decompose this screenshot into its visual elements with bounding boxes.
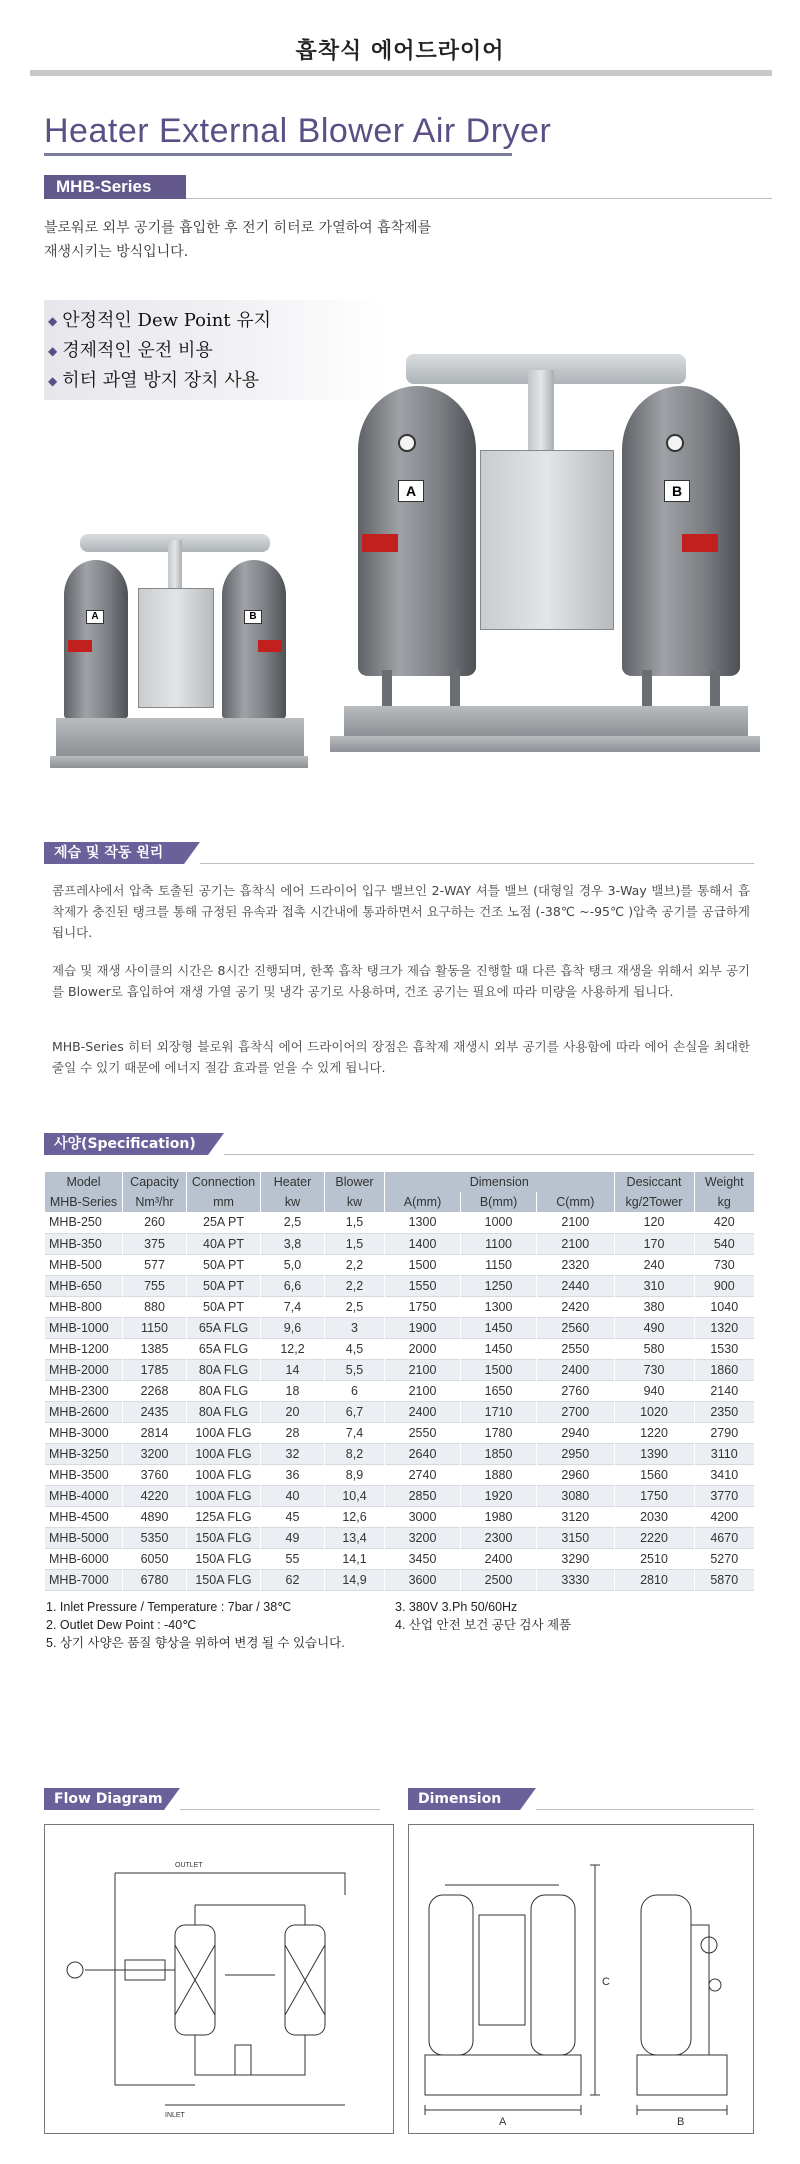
table-row bbox=[45, 1296, 755, 1317]
table-cell: 10,4 bbox=[325, 1485, 385, 1506]
table-cell: 2100 bbox=[537, 1212, 614, 1233]
column-subheader: B(mm) bbox=[461, 1192, 537, 1212]
table-cell: 120 bbox=[614, 1212, 694, 1233]
series-divider bbox=[186, 198, 772, 199]
table-cell: 3,8 bbox=[261, 1233, 325, 1254]
column-header: Capacity bbox=[123, 1172, 187, 1192]
table-cell: 100A FLG bbox=[187, 1422, 261, 1443]
table-cell: 7,4 bbox=[261, 1296, 325, 1317]
small-dryer-image bbox=[50, 530, 310, 780]
table-cell: 2790 bbox=[694, 1422, 754, 1443]
table-cell: 577 bbox=[123, 1254, 187, 1275]
table-cell: 5,5 bbox=[325, 1359, 385, 1380]
tank-a-label: A bbox=[86, 610, 104, 624]
table-cell: 3150 bbox=[537, 1527, 614, 1548]
table-cell: 1100 bbox=[461, 1233, 537, 1254]
column-header: Weight bbox=[694, 1172, 754, 1192]
table-row bbox=[45, 1233, 755, 1254]
table-cell: MHB-4500 bbox=[45, 1506, 123, 1527]
table-cell: 1650 bbox=[461, 1380, 537, 1401]
table-cell: 45 bbox=[261, 1506, 325, 1527]
table-cell: 2,5 bbox=[325, 1296, 385, 1317]
table-cell: MHB-650 bbox=[45, 1275, 123, 1296]
column-subheader: kg bbox=[694, 1192, 754, 1212]
table-cell: 2300 bbox=[461, 1527, 537, 1548]
spec-note: 5. 상기 사양은 품질 향상을 위하여 변경 될 수 있습니다. bbox=[46, 1636, 345, 1650]
tank-b-label: B bbox=[244, 610, 262, 624]
table-cell: MHB-1200 bbox=[45, 1338, 123, 1359]
table-cell: 50A PT bbox=[187, 1296, 261, 1317]
table-cell: 2268 bbox=[123, 1380, 187, 1401]
table-cell: 730 bbox=[694, 1254, 754, 1275]
table-cell: 1400 bbox=[385, 1233, 461, 1254]
series-badge: MHB-Series bbox=[44, 175, 186, 199]
table-cell: 2960 bbox=[537, 1464, 614, 1485]
dimension-a-label: A bbox=[499, 2116, 507, 2128]
diamond-bullet-icon: ◆ bbox=[48, 314, 58, 328]
column-subheader: MHB-Series bbox=[45, 1192, 123, 1212]
table-cell: MHB-4000 bbox=[45, 1485, 123, 1506]
table-cell: 730 bbox=[614, 1359, 694, 1380]
table-cell: 3330 bbox=[537, 1569, 614, 1590]
tank-b-label: B bbox=[664, 480, 690, 502]
table-cell: 3200 bbox=[123, 1443, 187, 1464]
table-cell: 2350 bbox=[694, 1401, 754, 1422]
principle-paragraph: MHB-Series 히터 외장형 블로워 흡착식 에어 드라이어의 장점은 흡착제 재생시 외부 공기를 사용함에 따라 에어 손실을 최대한 줄일 수 있기 때문에 에너지 절감 효과를 얻을 수 있게 됩니다. bbox=[52, 1039, 750, 1075]
table-cell: 900 bbox=[694, 1275, 754, 1296]
table-cell: 20 bbox=[261, 1401, 325, 1422]
table-cell: 1250 bbox=[461, 1275, 537, 1296]
table-cell: 3410 bbox=[694, 1464, 754, 1485]
table-cell: 2400 bbox=[537, 1359, 614, 1380]
table-cell: 1300 bbox=[461, 1296, 537, 1317]
table-cell: 150A FLG bbox=[187, 1527, 261, 1548]
spec-notes-left bbox=[46, 1598, 345, 1652]
table-cell: 65A FLG bbox=[187, 1317, 261, 1338]
column-subheader: Nm³/hr bbox=[123, 1192, 187, 1212]
table-cell: 540 bbox=[694, 1233, 754, 1254]
table-cell: 6,7 bbox=[325, 1401, 385, 1422]
table-cell: 1390 bbox=[614, 1443, 694, 1464]
table-cell: 1040 bbox=[694, 1296, 754, 1317]
table-cell: 3120 bbox=[537, 1506, 614, 1527]
table-cell: 2740 bbox=[385, 1464, 461, 1485]
table-cell: 1020 bbox=[614, 1401, 694, 1422]
table-cell: 3770 bbox=[694, 1485, 754, 1506]
table-cell: 6780 bbox=[123, 1569, 187, 1590]
table-cell: 2500 bbox=[461, 1569, 537, 1590]
column-subheader: mm bbox=[187, 1192, 261, 1212]
table-cell: 580 bbox=[614, 1338, 694, 1359]
spec-note: 2. Outlet Dew Point : -40℃ bbox=[46, 1618, 197, 1632]
column-header: Connection bbox=[187, 1172, 261, 1192]
table-row bbox=[45, 1485, 755, 1506]
table-cell: 3290 bbox=[537, 1548, 614, 1569]
table-cell: 32 bbox=[261, 1443, 325, 1464]
principle-paragraph: 제습 및 재생 사이클의 시간은 8시간 진행되며, 한쪽 흡착 탱크가 제습 활동을 진행할 때 다른 흡착 탱크 재생을 위해서 외부 공기를 Blower로 흡입하여 재생 가열 공기 및 냉각 공기로 사용하며, 건조 공기는 필요에 따라 미량을 사용하게 됩니다. bbox=[52, 963, 750, 999]
table-cell: 1560 bbox=[614, 1464, 694, 1485]
table-cell: 80A FLG bbox=[187, 1359, 261, 1380]
table-cell: 170 bbox=[614, 1233, 694, 1254]
table-subheader-row bbox=[45, 1192, 755, 1212]
table-cell: 1450 bbox=[461, 1317, 537, 1338]
dimension-drawing bbox=[408, 1824, 754, 2134]
column-subheader: kg/2Tower bbox=[614, 1192, 694, 1212]
table-cell: 13,4 bbox=[325, 1527, 385, 1548]
table-row bbox=[45, 1338, 755, 1359]
column-header: Blower bbox=[325, 1172, 385, 1192]
table-cell: 1530 bbox=[694, 1338, 754, 1359]
table-row bbox=[45, 1527, 755, 1548]
table-cell: 25A PT bbox=[187, 1212, 261, 1233]
table-cell: 1000 bbox=[461, 1212, 537, 1233]
table-cell: MHB-2300 bbox=[45, 1380, 123, 1401]
table-cell: MHB-5000 bbox=[45, 1527, 123, 1548]
feature-label: 히터 과열 방지 장치 사용 bbox=[62, 370, 260, 391]
product-title: Heater External Blower Air Dryer bbox=[44, 112, 552, 150]
flow-diagram-drawing bbox=[45, 1825, 393, 2133]
table-cell: 1900 bbox=[385, 1317, 461, 1338]
table-cell: 14,9 bbox=[325, 1569, 385, 1590]
table-cell: 50A PT bbox=[187, 1254, 261, 1275]
table-cell: 100A FLG bbox=[187, 1443, 261, 1464]
table-cell: 2100 bbox=[385, 1380, 461, 1401]
inlet-label: INLET bbox=[165, 2112, 185, 2119]
table-cell: 1220 bbox=[614, 1422, 694, 1443]
principle-heading: 제습 및 작동 원리 bbox=[44, 842, 184, 864]
column-subheader: kw bbox=[261, 1192, 325, 1212]
table-cell: 2400 bbox=[385, 1401, 461, 1422]
table-cell: 1750 bbox=[614, 1485, 694, 1506]
table-cell: 150A FLG bbox=[187, 1548, 261, 1569]
table-cell: 2100 bbox=[385, 1359, 461, 1380]
feature-label: 안정적인 Dew Point 유지 bbox=[62, 310, 272, 331]
table-cell: 2510 bbox=[614, 1548, 694, 1569]
table-cell: MHB-800 bbox=[45, 1296, 123, 1317]
table-cell: 1980 bbox=[461, 1506, 537, 1527]
table-cell: 12,2 bbox=[261, 1338, 325, 1359]
table-cell: 40 bbox=[261, 1485, 325, 1506]
page-header-title: 흡착식 에어드라이어 bbox=[295, 39, 505, 64]
table-cell: 14 bbox=[261, 1359, 325, 1380]
outlet-label: OUTLET bbox=[175, 1862, 203, 1869]
table-cell: 1710 bbox=[461, 1401, 537, 1422]
specification-table-body bbox=[45, 1212, 755, 1590]
table-cell: MHB-350 bbox=[45, 1233, 123, 1254]
dimension-c-label: C bbox=[602, 1976, 610, 1988]
table-cell: 1500 bbox=[385, 1254, 461, 1275]
table-cell: 2000 bbox=[385, 1338, 461, 1359]
dimension-b-label: B bbox=[677, 2116, 685, 2128]
table-cell: 2420 bbox=[537, 1296, 614, 1317]
table-cell: 2950 bbox=[537, 1443, 614, 1464]
table-cell: 3 bbox=[325, 1317, 385, 1338]
table-cell: 40A PT bbox=[187, 1233, 261, 1254]
table-cell: 4670 bbox=[694, 1527, 754, 1548]
table-cell: 4,5 bbox=[325, 1338, 385, 1359]
table-cell: MHB-2600 bbox=[45, 1401, 123, 1422]
table-cell: 755 bbox=[123, 1275, 187, 1296]
table-cell: 1920 bbox=[461, 1485, 537, 1506]
table-row bbox=[45, 1317, 755, 1338]
table-cell: 2850 bbox=[385, 1485, 461, 1506]
table-cell: 2140 bbox=[694, 1380, 754, 1401]
column-subheader: A(mm) bbox=[385, 1192, 461, 1212]
table-cell: 1880 bbox=[461, 1464, 537, 1485]
table-cell: 36 bbox=[261, 1464, 325, 1485]
tank-a-label: A bbox=[398, 480, 424, 502]
product-intro bbox=[44, 216, 544, 264]
table-cell: 1550 bbox=[385, 1275, 461, 1296]
table-cell: 310 bbox=[614, 1275, 694, 1296]
intro-line: 재생시키는 방식입니다. bbox=[44, 244, 189, 260]
table-cell: 12,6 bbox=[325, 1506, 385, 1527]
table-cell: 2814 bbox=[123, 1422, 187, 1443]
spec-note: 4. 산업 안전 보건 공단 검사 제품 bbox=[395, 1618, 572, 1632]
table-cell: 18 bbox=[261, 1380, 325, 1401]
table-row bbox=[45, 1548, 755, 1569]
table-cell: 2,5 bbox=[261, 1212, 325, 1233]
table-cell: 5,0 bbox=[261, 1254, 325, 1275]
table-cell: 2435 bbox=[123, 1401, 187, 1422]
table-cell: 2320 bbox=[537, 1254, 614, 1275]
table-row bbox=[45, 1359, 755, 1380]
table-cell: 1500 bbox=[461, 1359, 537, 1380]
column-header: Model bbox=[45, 1172, 123, 1192]
table-row bbox=[45, 1506, 755, 1527]
table-cell: 260 bbox=[123, 1212, 187, 1233]
large-dryer-image bbox=[330, 350, 760, 790]
principle-paragraph: 콤프레샤에서 압축 토출된 공기는 흡착식 에어 드라이어 입구 밸브인 2-WAY 셔틀 밸브 (대형일 경우 3-Way 밸브)를 통해서 흡착제가 충진된 탱크를 통해 규정된 유속과 접촉 시간내에 통과하면서 요구하는 건조 노점 (-38℃ ~-95℃ )압축 공기를 공급하게 됩니다. bbox=[52, 883, 750, 940]
spec-note: 1. Inlet Pressure / Temperature : 7bar / 38℃ bbox=[46, 1600, 292, 1614]
principle-divider bbox=[200, 863, 754, 864]
table-cell: 65A FLG bbox=[187, 1338, 261, 1359]
table-cell: 8,9 bbox=[325, 1464, 385, 1485]
table-cell: 125A FLG bbox=[187, 1506, 261, 1527]
table-cell: 2760 bbox=[537, 1380, 614, 1401]
table-cell: MHB-250 bbox=[45, 1212, 123, 1233]
column-header: Dimension bbox=[385, 1172, 615, 1192]
table-cell: 1385 bbox=[123, 1338, 187, 1359]
table-row bbox=[45, 1464, 755, 1485]
table-cell: 7,4 bbox=[325, 1422, 385, 1443]
table-cell: 2640 bbox=[385, 1443, 461, 1464]
table-cell: 1,5 bbox=[325, 1233, 385, 1254]
table-row bbox=[45, 1569, 755, 1590]
table-cell: 375 bbox=[123, 1233, 187, 1254]
table-cell: 2700 bbox=[537, 1401, 614, 1422]
table-cell: 2940 bbox=[537, 1422, 614, 1443]
intro-line: 블로워로 외부 공기를 흡입한 후 전기 히터로 가열하여 흡착제를 bbox=[44, 220, 432, 236]
column-subheader: C(mm) bbox=[537, 1192, 614, 1212]
dimension-drawing-svg bbox=[409, 1825, 753, 2133]
specification-heading: 사양(Specification) bbox=[44, 1133, 208, 1155]
table-cell: MHB-2000 bbox=[45, 1359, 123, 1380]
table-cell: MHB-3500 bbox=[45, 1464, 123, 1485]
table-cell: 2,2 bbox=[325, 1254, 385, 1275]
table-cell: 80A FLG bbox=[187, 1380, 261, 1401]
specification-table bbox=[44, 1172, 754, 1591]
table-cell: 3450 bbox=[385, 1548, 461, 1569]
feature-label: 경제적인 운전 비용 bbox=[62, 340, 213, 361]
table-cell: 240 bbox=[614, 1254, 694, 1275]
table-cell: 2,2 bbox=[325, 1275, 385, 1296]
flow-diagram bbox=[44, 1824, 394, 2134]
column-subheader: kw bbox=[325, 1192, 385, 1212]
table-cell: 1850 bbox=[461, 1443, 537, 1464]
table-cell: 100A FLG bbox=[187, 1485, 261, 1506]
table-cell: 62 bbox=[261, 1569, 325, 1590]
flow-diagram-heading: Flow Diagram bbox=[44, 1788, 164, 1810]
table-cell: 3600 bbox=[385, 1569, 461, 1590]
table-cell: 5870 bbox=[694, 1569, 754, 1590]
table-cell: 6050 bbox=[123, 1548, 187, 1569]
dimension-heading: Dimension bbox=[408, 1788, 520, 1810]
table-cell: 14,1 bbox=[325, 1548, 385, 1569]
table-cell: 490 bbox=[614, 1317, 694, 1338]
header-divider bbox=[30, 70, 772, 76]
table-cell: 380 bbox=[614, 1296, 694, 1317]
table-cell: MHB-3000 bbox=[45, 1422, 123, 1443]
specification-divider bbox=[224, 1154, 754, 1155]
diamond-bullet-icon: ◆ bbox=[48, 374, 58, 388]
table-cell: 9,6 bbox=[261, 1317, 325, 1338]
table-cell: 1150 bbox=[123, 1317, 187, 1338]
column-header: Heater bbox=[261, 1172, 325, 1192]
table-cell: 4200 bbox=[694, 1506, 754, 1527]
table-row bbox=[45, 1380, 755, 1401]
table-cell: 2030 bbox=[614, 1506, 694, 1527]
table-cell: 55 bbox=[261, 1548, 325, 1569]
table-cell: 2550 bbox=[385, 1422, 461, 1443]
spec-note: 3. 380V 3.Ph 50/60Hz bbox=[395, 1600, 518, 1614]
table-cell: 3200 bbox=[385, 1527, 461, 1548]
table-row bbox=[45, 1275, 755, 1296]
table-cell: 6 bbox=[325, 1380, 385, 1401]
table-cell: 8,2 bbox=[325, 1443, 385, 1464]
table-cell: 2400 bbox=[461, 1548, 537, 1569]
table-cell: 1780 bbox=[461, 1422, 537, 1443]
table-cell: 940 bbox=[614, 1380, 694, 1401]
table-row bbox=[45, 1443, 755, 1464]
table-row bbox=[45, 1212, 755, 1233]
table-cell: 2440 bbox=[537, 1275, 614, 1296]
table-cell: MHB-3250 bbox=[45, 1443, 123, 1464]
spec-notes-right bbox=[395, 1598, 571, 1634]
table-cell: 5350 bbox=[123, 1527, 187, 1548]
table-cell: MHB-500 bbox=[45, 1254, 123, 1275]
table-cell: 3760 bbox=[123, 1464, 187, 1485]
table-cell: 3080 bbox=[537, 1485, 614, 1506]
table-row bbox=[45, 1401, 755, 1422]
table-cell: MHB-1000 bbox=[45, 1317, 123, 1338]
table-cell: 1150 bbox=[461, 1254, 537, 1275]
table-header-row bbox=[45, 1172, 755, 1192]
table-cell: 2560 bbox=[537, 1317, 614, 1338]
flow-diagram-divider bbox=[180, 1809, 380, 1810]
table-cell: 5270 bbox=[694, 1548, 754, 1569]
table-cell: 1750 bbox=[385, 1296, 461, 1317]
table-cell: 1,5 bbox=[325, 1212, 385, 1233]
table-cell: 80A FLG bbox=[187, 1401, 261, 1422]
table-cell: 1860 bbox=[694, 1359, 754, 1380]
table-cell: 1450 bbox=[461, 1338, 537, 1359]
table-row bbox=[45, 1422, 755, 1443]
table-cell: 880 bbox=[123, 1296, 187, 1317]
table-cell: 1300 bbox=[385, 1212, 461, 1233]
table-row bbox=[45, 1254, 755, 1275]
diamond-bullet-icon: ◆ bbox=[48, 344, 58, 358]
table-cell: MHB-6000 bbox=[45, 1548, 123, 1569]
table-cell: 2810 bbox=[614, 1569, 694, 1590]
table-cell: 1320 bbox=[694, 1317, 754, 1338]
table-cell: 6,6 bbox=[261, 1275, 325, 1296]
table-cell: 4890 bbox=[123, 1506, 187, 1527]
table-cell: 150A FLG bbox=[187, 1569, 261, 1590]
table-cell: 2220 bbox=[614, 1527, 694, 1548]
table-cell: 1785 bbox=[123, 1359, 187, 1380]
table-cell: 2550 bbox=[537, 1338, 614, 1359]
table-cell: 50A PT bbox=[187, 1275, 261, 1296]
table-cell: 100A FLG bbox=[187, 1464, 261, 1485]
table-cell: 28 bbox=[261, 1422, 325, 1443]
title-underline bbox=[44, 153, 512, 156]
table-cell: 49 bbox=[261, 1527, 325, 1548]
table-cell: 3110 bbox=[694, 1443, 754, 1464]
table-cell: 420 bbox=[694, 1212, 754, 1233]
column-header: Desiccant bbox=[614, 1172, 694, 1192]
table-cell: MHB-7000 bbox=[45, 1569, 123, 1590]
feature-item bbox=[48, 306, 384, 336]
table-cell: 3000 bbox=[385, 1506, 461, 1527]
table-cell: 4220 bbox=[123, 1485, 187, 1506]
table-cell: 2100 bbox=[537, 1233, 614, 1254]
dimension-divider bbox=[536, 1809, 754, 1810]
